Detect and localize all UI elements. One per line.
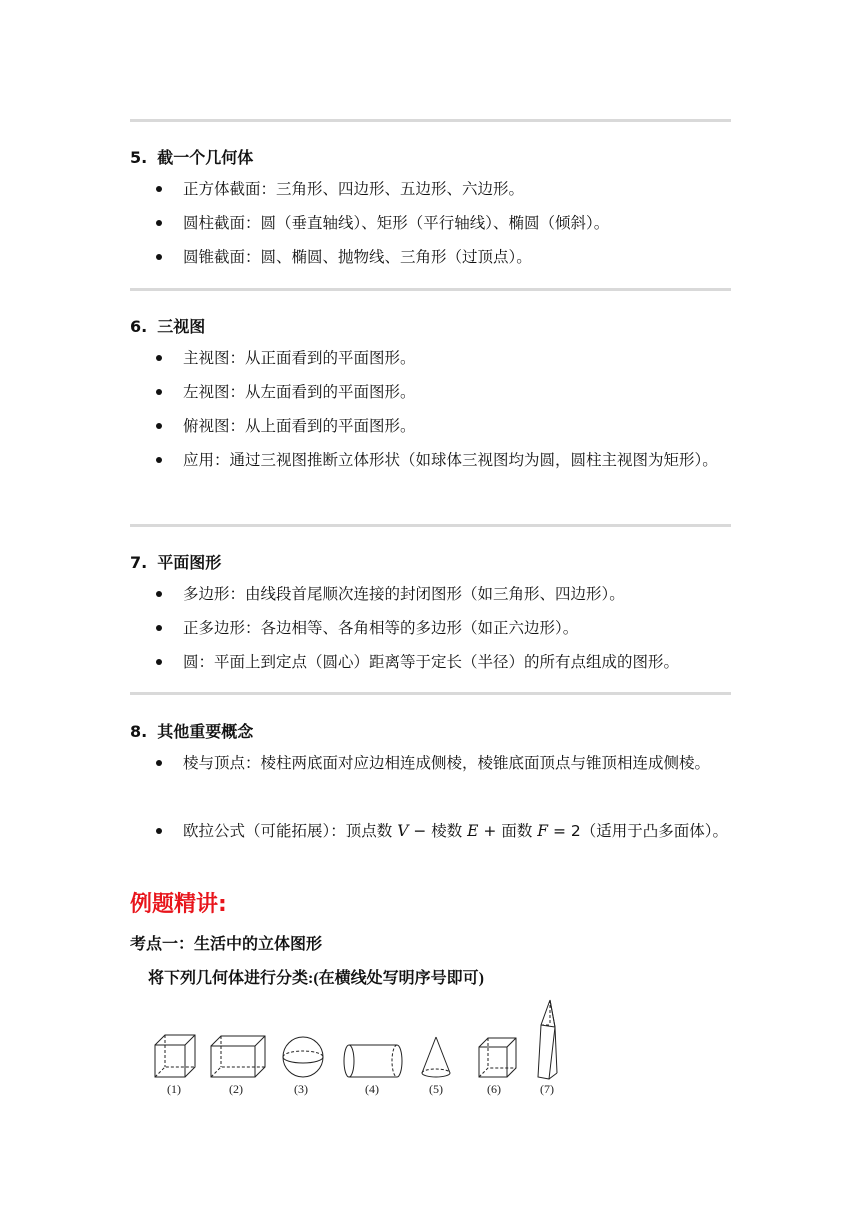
divider <box>130 692 731 695</box>
section-title-text: 截一个几何体 <box>157 148 254 167</box>
topic-heading: 考点一：生活中的立体图形 <box>130 934 323 953</box>
section-title-text: 三视图 <box>157 317 206 336</box>
list-item <box>153 206 731 240</box>
list-item-text: 正方体截面：三角形、四边形、五边形、六边形。 <box>183 180 525 198</box>
section-7-title <box>130 550 221 573</box>
figure-label: (7) <box>540 1082 554 1096</box>
list-item-text: 正多边形：各边相等、各角相等的多边形（如正六边形）。 <box>183 619 579 637</box>
section-number: 8. <box>130 722 148 741</box>
sphere-shape <box>283 1037 323 1077</box>
cube-shape <box>155 1035 195 1077</box>
section-8-title <box>130 719 253 742</box>
cuboid-shape <box>211 1036 265 1077</box>
list-item <box>153 172 731 206</box>
list-item <box>153 577 731 611</box>
geometry-solids-figure <box>145 995 575 1105</box>
figure-label: (2) <box>229 1082 243 1096</box>
question-text: 将下列几何体进行分类:(在横线处写明序号即可) <box>148 970 484 987</box>
list-item-text: 圆柱截面：圆（垂直轴线）、矩形（平行轴线）、椭圆（倾斜）。 <box>183 214 610 232</box>
var-e: E <box>467 822 479 840</box>
list-item <box>153 645 731 679</box>
list-item <box>153 341 731 375</box>
examples-heading: 例题精讲: <box>130 892 227 917</box>
cylinder-shape <box>344 1045 402 1077</box>
list-item-text: 圆：平面上到定点（圆心）距离等于定长（半径）的所有点组成的图形。 <box>183 653 680 671</box>
list-item-text: 左视图：从左面看到的平面图形。 <box>183 383 416 401</box>
cone-shape <box>422 1037 450 1077</box>
list-item-text: 圆锥截面：圆、椭圆、抛物线、三角形（过顶点）。 <box>183 248 532 266</box>
list-item <box>153 240 731 274</box>
section-number: 7. <box>130 553 148 572</box>
list-item-text: 主视图：从正面看到的平面图形。 <box>183 349 416 367</box>
list-item <box>153 443 731 477</box>
section-number: 5. <box>130 148 148 167</box>
divider <box>130 524 731 527</box>
figure-label: (6) <box>487 1082 501 1096</box>
list-item <box>153 746 731 780</box>
section-5-title <box>130 145 253 168</box>
figure-label: (4) <box>365 1082 379 1096</box>
section-6-title <box>130 314 205 337</box>
section-title-text: 平面图形 <box>157 553 222 572</box>
figure-label: (3) <box>294 1082 308 1096</box>
euler-text: 欧拉公式（可能拓展）：顶点数 <box>183 822 398 840</box>
var-v: V <box>397 822 409 840</box>
list-item <box>153 611 731 645</box>
euler-text: = 2（适用于凸多面体）。 <box>548 822 729 840</box>
euler-text: + 面数 <box>478 822 538 840</box>
euler-text: − 棱数 <box>408 822 468 840</box>
section-number: 6. <box>130 317 148 336</box>
list-item-text: 棱与顶点：棱柱两底面对应边相连成侧棱，棱锥底面顶点与锥顶相连成侧棱。 <box>183 754 711 772</box>
list-item-euler <box>153 814 731 848</box>
divider <box>130 119 731 122</box>
divider <box>130 288 731 291</box>
list-item-text: 俯视图：从上面看到的平面图形。 <box>183 417 416 435</box>
tall-prism-pyramid-shape <box>538 1000 557 1079</box>
figure-label: (1) <box>167 1082 181 1096</box>
list-item <box>153 375 731 409</box>
euler-formula <box>153 814 731 848</box>
section-title-text: 其他重要概念 <box>157 722 254 741</box>
var-f: F <box>537 822 549 840</box>
figure-label: (5) <box>429 1082 443 1096</box>
cube-shape <box>479 1038 516 1077</box>
list-item <box>153 409 731 443</box>
list-item-text: 应用：通过三视图推断立体形状（如球体三视图均为圆，圆柱主视图为矩形）。 <box>183 451 718 469</box>
list-item-text: 多边形：由线段首尾顺次连接的封闭图形（如三角形、四边形）。 <box>183 585 625 603</box>
